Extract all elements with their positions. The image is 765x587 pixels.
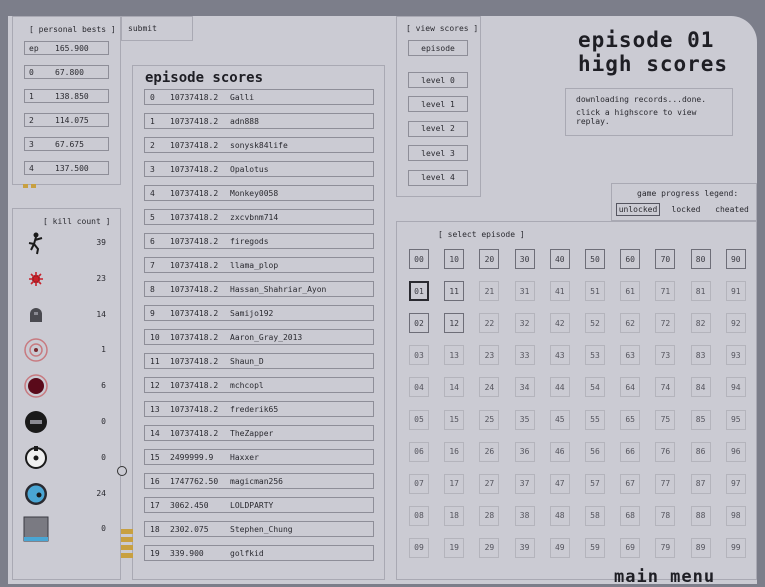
episode-10-button[interactable]: 10: [444, 249, 464, 269]
episode-96-button[interactable]: 96: [726, 442, 746, 462]
score-value: 10737418.2: [170, 188, 219, 198]
episode-17-button[interactable]: 17: [444, 474, 464, 494]
episode-21-button[interactable]: 21: [479, 281, 499, 301]
view-scores-button-label: level 0: [421, 75, 455, 85]
episode-93-button[interactable]: 93: [726, 345, 746, 365]
episode-53-button[interactable]: 53: [585, 345, 605, 365]
view-scores-button-label: level 3: [421, 148, 455, 158]
score-value: 10737418.2: [170, 116, 219, 126]
view-scores-level-1-button[interactable]: [408, 96, 468, 112]
score-value: 10737418.2: [170, 332, 219, 342]
legend-unlocked-label: unlocked: [618, 205, 658, 214]
episode-46-button[interactable]: 46: [550, 442, 570, 462]
personal-bests-header: [ personal bests ]: [29, 25, 116, 34]
view-scores-level-2-button[interactable]: [408, 121, 468, 137]
episode-48-button[interactable]: 48: [550, 506, 570, 526]
episode-79-button[interactable]: 79: [655, 538, 675, 558]
legend-locked: [666, 203, 706, 216]
view-scores-episode-button[interactable]: [408, 40, 468, 56]
personal-best-row: [24, 89, 109, 103]
episode-69-button[interactable]: 69: [620, 538, 640, 558]
episode-78-button[interactable]: 78: [655, 506, 675, 526]
episode-72-button[interactable]: 72: [655, 313, 675, 333]
score-rank: 6: [150, 236, 155, 246]
personal-best-key: 1: [29, 91, 34, 101]
kill-count-value: 39: [96, 238, 106, 247]
score-rank: 18: [150, 524, 160, 534]
score-rank: 1: [150, 116, 155, 126]
score-value: 10737418.2: [170, 308, 219, 318]
gold-marker-icon: [121, 528, 133, 558]
episode-33-button[interactable]: 33: [515, 345, 535, 365]
score-player-name: Stephen_Chung: [230, 524, 293, 534]
score-player-name: Hassan_Shahriar_Ayon: [230, 284, 327, 294]
score-player-name: Opalotus: [230, 164, 269, 174]
personal-best-key: 0: [29, 67, 34, 77]
episode-37-button[interactable]: 37: [515, 474, 535, 494]
episode-29-button[interactable]: 29: [479, 538, 499, 558]
score-row[interactable]: [144, 497, 374, 513]
personal-best-row: [24, 113, 109, 127]
episode-40-button[interactable]: 40: [550, 249, 570, 269]
episode-52-button[interactable]: 52: [585, 313, 605, 333]
personal-best-row: [24, 41, 109, 55]
laser-drone-icon: [23, 409, 49, 435]
kill-count-value: 14: [96, 309, 106, 319]
score-rank: 5: [150, 212, 155, 222]
score-value: 10737418.2: [170, 164, 219, 174]
score-value: 339.900: [170, 548, 204, 558]
score-player-name: sonysk84life: [230, 140, 288, 150]
ninja-icon: [23, 230, 49, 256]
episode-44-button[interactable]: 44: [550, 377, 570, 397]
episode-38-button[interactable]: 38: [515, 506, 535, 526]
score-player-name: TheZapper: [230, 428, 274, 438]
legend-header: game progress legend:: [637, 189, 739, 198]
score-player-name: Samijo192: [230, 308, 274, 318]
episode-61-button[interactable]: 61: [620, 281, 640, 301]
episode-24-button[interactable]: 24: [479, 377, 499, 397]
score-rank: 0: [150, 92, 155, 102]
score-value: 2302.075: [170, 524, 209, 534]
episode-71-button[interactable]: 71: [655, 281, 675, 301]
view-scores-button-label: level 2: [421, 124, 455, 134]
page-title-line2: high scores: [578, 52, 729, 76]
score-row[interactable]: [144, 89, 374, 105]
personal-best-value: 114.075: [55, 115, 89, 125]
personal-best-value: 67.800: [55, 67, 84, 77]
kill-count-value: 24: [96, 488, 106, 498]
score-value: 10737418.2: [170, 140, 219, 150]
personal-best-value: 67.675: [55, 139, 84, 149]
score-player-name: Shaun_D: [230, 356, 264, 366]
score-rank: 17: [150, 500, 160, 510]
view-scores-header: [ view scores ]: [406, 24, 479, 33]
episode-66-button[interactable]: 66: [620, 442, 640, 462]
episode-98-button[interactable]: 98: [726, 506, 746, 526]
score-rank: 11: [150, 356, 160, 366]
score-row[interactable]: [144, 353, 374, 369]
episode-74-button[interactable]: 74: [655, 377, 675, 397]
episode-14-button[interactable]: 14: [444, 377, 464, 397]
episode-58-button[interactable]: 58: [585, 506, 605, 526]
status-panel: [565, 88, 733, 136]
score-rank: 8: [150, 284, 155, 294]
episode-01-button[interactable]: 01: [409, 281, 429, 301]
score-rank: 10: [150, 332, 160, 342]
episode-00-button[interactable]: 00: [409, 249, 429, 269]
mine-icon: [23, 266, 49, 292]
score-rank: 4: [150, 188, 155, 198]
score-player-name: adn888: [230, 116, 259, 126]
personal-best-value: 165.900: [55, 43, 89, 53]
view-scores-level-0-button[interactable]: [408, 72, 468, 88]
episode-65-button[interactable]: 65: [620, 410, 640, 430]
page-title-line1: episode 01: [578, 28, 715, 52]
episode-55-button[interactable]: 55: [585, 410, 605, 430]
score-row[interactable]: [144, 113, 374, 129]
episode-31-button[interactable]: 31: [515, 281, 535, 301]
episode-85-button[interactable]: 85: [691, 410, 711, 430]
episode-11-button[interactable]: 11: [444, 281, 464, 301]
status-line1: downloading records...done.: [576, 95, 707, 104]
episode-67-button[interactable]: 67: [620, 474, 640, 494]
score-rank: 9: [150, 308, 155, 318]
score-value: 1747762.50: [170, 476, 219, 486]
episode-27-button[interactable]: 27: [479, 474, 499, 494]
episode-84-button[interactable]: 84: [691, 377, 711, 397]
score-player-name: zxcvbnm714: [230, 212, 279, 222]
score-player-name: golfkid: [230, 548, 264, 558]
personal-best-row: [24, 161, 109, 175]
status-line2: click a highscore to view replay.: [576, 108, 697, 126]
episode-73-button[interactable]: 73: [655, 345, 675, 365]
kill-count-value: 6: [101, 381, 106, 391]
personal-best-key: 4: [29, 163, 34, 173]
episode-42-button[interactable]: 42: [550, 313, 570, 333]
main-menu-button[interactable]: main menu: [614, 567, 716, 587]
view-scores-button-label: episode: [421, 43, 455, 53]
episode-68-button[interactable]: 68: [620, 506, 640, 526]
score-player-name: Haxxer: [230, 452, 259, 462]
thwump-icon: [23, 516, 49, 542]
episode-08-button[interactable]: 08: [409, 506, 429, 526]
score-player-name: mchcopl: [230, 380, 264, 390]
score-player-name: magicman256: [230, 476, 283, 486]
score-row[interactable]: [144, 425, 374, 441]
episode-07-button[interactable]: 07: [409, 474, 429, 494]
episode-04-button[interactable]: 04: [409, 377, 429, 397]
view-scores-button-label: level 4: [421, 173, 455, 183]
score-value: 10737418.2: [170, 212, 219, 222]
episode-97-button[interactable]: 97: [726, 474, 746, 494]
episode-88-button[interactable]: 88: [691, 506, 711, 526]
submit-label: submit: [128, 24, 157, 33]
score-rank: 2: [150, 140, 155, 150]
view-scores-button-label: level 1: [421, 99, 455, 109]
submit-button[interactable]: [121, 16, 193, 41]
score-rank: 3: [150, 164, 155, 174]
episode-30-button[interactable]: 30: [515, 249, 535, 269]
episode-06-button[interactable]: 06: [409, 442, 429, 462]
episode-12-button[interactable]: 12: [444, 313, 464, 333]
episode-47-button[interactable]: 47: [550, 474, 570, 494]
score-player-name: llama_plop: [230, 260, 279, 270]
episode-13-button[interactable]: 13: [444, 345, 464, 365]
episode-86-button[interactable]: 86: [691, 442, 711, 462]
score-row[interactable]: [144, 401, 374, 417]
episode-02-button[interactable]: 02: [409, 313, 429, 333]
episode-56-button[interactable]: 56: [585, 442, 605, 462]
score-row[interactable]: [144, 473, 374, 489]
episode-75-button[interactable]: 75: [655, 410, 675, 430]
score-value: 10737418.2: [170, 92, 219, 102]
kill-count-value: 0: [101, 452, 106, 462]
episode-25-button[interactable]: 25: [479, 410, 499, 430]
episode-83-button[interactable]: 83: [691, 345, 711, 365]
view-scores-level-4-button[interactable]: [408, 170, 468, 186]
episode-62-button[interactable]: 62: [620, 313, 640, 333]
score-value: 10737418.2: [170, 284, 219, 294]
score-rank: 12: [150, 380, 160, 390]
score-row[interactable]: [144, 377, 374, 393]
episode-59-button[interactable]: 59: [585, 538, 605, 558]
score-row[interactable]: [144, 449, 374, 465]
episode-18-button[interactable]: 18: [444, 506, 464, 526]
score-rank: 16: [150, 476, 160, 486]
score-row[interactable]: [144, 305, 374, 321]
episode-63-button[interactable]: 63: [620, 345, 640, 365]
episode-50-button[interactable]: 50: [585, 249, 605, 269]
legend-cheated-label: cheated: [715, 205, 749, 214]
episode-57-button[interactable]: 57: [585, 474, 605, 494]
episode-22-button[interactable]: 22: [479, 313, 499, 333]
select-episode-header: [ select episode ]: [438, 230, 525, 239]
gold-marker-icon: [23, 184, 39, 188]
episode-39-button[interactable]: 39: [515, 538, 535, 558]
personal-best-key: 2: [29, 115, 34, 125]
episode-26-button[interactable]: 26: [479, 442, 499, 462]
score-value: 10737418.2: [170, 236, 219, 246]
personal-best-value: 138.850: [55, 91, 89, 101]
score-rank: 7: [150, 260, 155, 270]
episode-91-button[interactable]: 91: [726, 281, 746, 301]
episode-92-button[interactable]: 92: [726, 313, 746, 333]
episode-20-button[interactable]: 20: [479, 249, 499, 269]
score-player-name: Monkey0058: [230, 188, 279, 198]
zap-drone-icon: [23, 373, 49, 399]
score-row[interactable]: [144, 137, 374, 153]
episode-16-button[interactable]: 16: [444, 442, 464, 462]
episode-41-button[interactable]: 41: [550, 281, 570, 301]
chaingun-drone-icon: [23, 445, 49, 471]
seeker-drone-icon: [23, 481, 49, 507]
score-player-name: firegods: [230, 236, 269, 246]
score-value: 2499999.9: [170, 452, 214, 462]
score-rank: 13: [150, 404, 160, 414]
page-title: [578, 28, 728, 76]
score-player-name: Galli: [230, 92, 255, 102]
episode-76-button[interactable]: 76: [655, 442, 675, 462]
episode-81-button[interactable]: 81: [691, 281, 711, 301]
episode-89-button[interactable]: 89: [691, 538, 711, 558]
score-value: 10737418.2: [170, 380, 219, 390]
episode-36-button[interactable]: 36: [515, 442, 535, 462]
personal-best-value: 137.500: [55, 163, 89, 173]
episode-54-button[interactable]: 54: [585, 377, 605, 397]
episode-28-button[interactable]: 28: [479, 506, 499, 526]
kill-count-value: 0: [101, 417, 106, 426]
episode-60-button[interactable]: 60: [620, 249, 640, 269]
score-value: 10737418.2: [170, 404, 219, 414]
kill-count-value: 1: [101, 345, 106, 355]
episode-09-button[interactable]: 09: [409, 538, 429, 558]
legend-unlocked: [616, 203, 660, 216]
episode-19-button[interactable]: 19: [444, 538, 464, 558]
floor-guard-icon: [23, 337, 49, 363]
score-row[interactable]: [144, 209, 374, 225]
episode-94-button[interactable]: 94: [726, 377, 746, 397]
episode-82-button[interactable]: 82: [691, 313, 711, 333]
personal-best-key: 3: [29, 139, 34, 149]
personal-best-key: ep: [29, 43, 39, 53]
kill-count-value: 0: [101, 524, 106, 534]
score-row[interactable]: [144, 161, 374, 177]
gauss-turret-icon: [23, 302, 49, 328]
score-row[interactable]: [144, 233, 374, 249]
score-rank: 15: [150, 452, 160, 462]
score-player-name: Aaron_Gray_2013: [230, 332, 303, 342]
score-value: 3062.450: [170, 500, 209, 510]
episode-87-button[interactable]: 87: [691, 474, 711, 494]
episode-90-button[interactable]: 90: [726, 249, 746, 269]
episode-03-button[interactable]: 03: [409, 345, 429, 365]
score-row[interactable]: [144, 281, 374, 297]
score-row[interactable]: [144, 545, 374, 561]
episode-99-button[interactable]: 99: [726, 538, 746, 558]
score-value: 10737418.2: [170, 260, 219, 270]
episode-15-button[interactable]: 15: [444, 410, 464, 430]
episode-35-button[interactable]: 35: [515, 410, 535, 430]
score-value: 10737418.2: [170, 428, 219, 438]
episode-77-button[interactable]: 77: [655, 474, 675, 494]
episode-scores-header: episode scores: [145, 70, 264, 86]
legend-cheated: [710, 203, 754, 216]
episode-05-button[interactable]: 05: [409, 410, 429, 430]
episode-64-button[interactable]: 64: [620, 377, 640, 397]
episode-32-button[interactable]: 32: [515, 313, 535, 333]
episode-95-button[interactable]: 95: [726, 410, 746, 430]
episode-23-button[interactable]: 23: [479, 345, 499, 365]
partial-drone-icon: [117, 466, 127, 476]
score-row[interactable]: [144, 185, 374, 201]
episode-51-button[interactable]: 51: [585, 281, 605, 301]
episode-45-button[interactable]: 45: [550, 410, 570, 430]
episode-70-button[interactable]: 70: [655, 249, 675, 269]
score-rank: 14: [150, 428, 160, 438]
episode-34-button[interactable]: 34: [515, 377, 535, 397]
score-player-name: frederik65: [230, 404, 279, 414]
kill-count-value: 23: [96, 273, 106, 283]
score-player-name: LOLDPARTY: [230, 500, 274, 510]
score-row[interactable]: [144, 521, 374, 537]
episode-80-button[interactable]: 80: [691, 249, 711, 269]
kill-count-header: [ kill count ]: [43, 217, 111, 226]
personal-bests-panel: [12, 16, 121, 185]
select-episode-panel: [396, 221, 757, 580]
legend-locked-label: locked: [671, 205, 701, 214]
score-row[interactable]: [144, 257, 374, 273]
score-rank: 19: [150, 548, 160, 558]
personal-best-row: [24, 65, 109, 79]
view-scores-level-3-button[interactable]: [408, 145, 468, 161]
personal-best-row: [24, 137, 109, 151]
episode-43-button[interactable]: 43: [550, 345, 570, 365]
score-row[interactable]: [144, 329, 374, 345]
score-value: 10737418.2: [170, 356, 219, 366]
episode-49-button[interactable]: 49: [550, 538, 570, 558]
